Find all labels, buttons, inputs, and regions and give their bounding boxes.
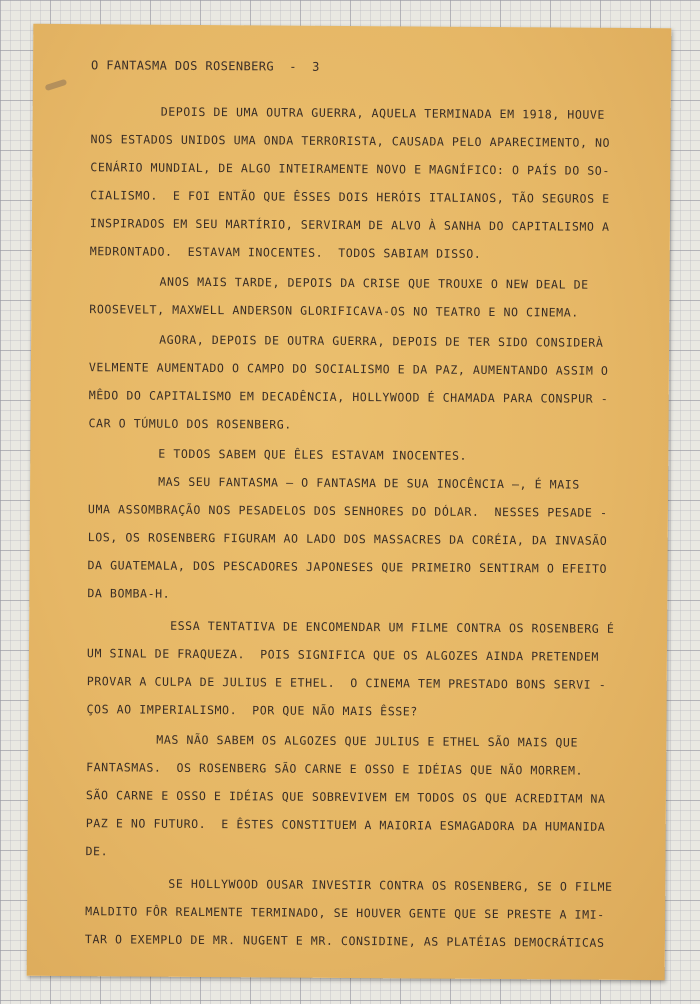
text-line: DA BOMBA-H.: [87, 586, 171, 601]
typewritten-page: [27, 24, 672, 980]
text-line: UMA ASSOMBRAÇÃO NOS PESADELOS DOS SENHORES DO DÓLAR. NESSES PESADE -: [87, 502, 608, 520]
text-line: SÃO CARNE E OSSO E IDÉIAS QUE SOBREVIVEM EM TODOS OS QUE ACREDITAM NA: [85, 788, 606, 806]
text-line: LOS, OS ROSENBERG FIGURAM AO LADO DOS MASSACRES DA CORÉIA, DA INVASÃO: [87, 530, 608, 548]
text-line: TAR O EXEMPLO DE MR. NUGENT E MR. CONSIDINE, AS PLATÉIAS DEMOCRÁTICAS: [84, 932, 605, 950]
text-line: SE HOLLYWOOD OUSAR INVESTIR CONTRA OS ROSENBERG, SE O FILME: [168, 876, 613, 894]
text-line: E TODOS SABEM QUE ÊLES ESTAVAM INOCENTES.: [158, 446, 468, 463]
paper-tear-mark: [45, 79, 68, 91]
text-line: DE.: [85, 844, 109, 859]
text-line: DEPOIS DE UMA OUTRA GUERRA, AQUELA TERMINADA EM 1918, HOUVE: [160, 104, 606, 122]
text-line: CENÁRIO MUNDIAL, DE ALGO INTEIRAMENTE NOVO E MAGNÍFICO: O PAÍS DO SO-: [90, 160, 610, 178]
text-line: UM SINAL DE FRAQUEZA. POIS SIGNIFICA QUE OS ALGOZES AINDA PRETENDEM: [86, 646, 600, 664]
text-line: MAS SEU FANTASMA — O FANTASMA DE SUA INOCÊNCIA —, É MAIS: [158, 474, 580, 492]
text-line: AGORA, DEPOIS DE OUTRA GUERRA, DEPOIS DE TER SIDO CONSIDERÀ: [159, 332, 604, 350]
text-line: NOS ESTADOS UNIDOS UMA ONDA TERRORISTA, CAUSADA PELO APARECIMENTO, NO: [90, 132, 611, 150]
text-line: DA GUATEMALA, DOS PESCADORES JAPONESES QUE PRIMEIRO SENTIRAM O EFEITO: [87, 558, 608, 576]
text-line: MALDITO FÔR REALMENTE TERMINADO, SE HOUVER GENTE QUE SE PRESTE A IMI-: [85, 904, 605, 922]
text-line: CIALISMO. E FOI ENTÃO QUE ÊSSES DOIS HERÓIS ITALIANOS, TÃO SEGUROS E: [90, 188, 610, 206]
text-line: ANOS MAIS TARDE, DEPOIS DA CRISE QUE TROUXE O NEW DEAL DE: [159, 274, 589, 292]
text-line: ÇOS AO IMPERIALISMO. POR QUE NÃO MAIS ÊSSE?: [86, 702, 418, 719]
text-line: PAZ E NO FUTURO. E ÊSTES CONSTITUEM A MAIORIA ESMAGADORA DA HUMANIDA: [85, 816, 606, 834]
text-line: MEDRONTADO. ESTAVAM INOCENTES. TODOS SABIAM DISSO.: [89, 244, 482, 261]
text-line: ESSA TENTATIVA DE ENCOMENDAR UM FILME CONTRA OS ROSENBERG É: [170, 618, 615, 636]
text-line: INSPIRADOS EM SEU MARTÍRIO, SERVIRAM DE ALVO À SANHA DO CAPITALISMO A: [89, 216, 610, 234]
text-line: CAR O TÚMULO DOS ROSENBERG.: [88, 416, 292, 432]
text-line: MAS NÃO SABEM OS ALGOZES QUE JULIUS E ETHEL SÃO MAIS QUE: [156, 732, 579, 750]
page-header: O FANTASMA DOS ROSENBERG - 3: [90, 58, 320, 74]
text-line: FANTASMAS. OS ROSENBERG SÃO CARNE E OSSO E IDÉIAS QUE NÃO MORREM.: [86, 760, 584, 778]
text-line: MÊDO DO CAPITALISMO EM DECADÊNCIA, HOLLYWOOD É CHAMADA PARA CONSPUR -: [88, 388, 609, 406]
text-line: PROVAR A CULPA DE JULIUS E ETHEL. O CINEMA TEM PRESTADO BONS SERVI -: [86, 674, 607, 692]
text-line: VELMENTE AUMENTADO O CAMPO DO SOCIALISMO E DA PAZ, AUMENTANDO ASSIM O: [88, 360, 609, 378]
text-line: ROOSEVELT, MAXWELL ANDERSON GLORIFICAVA-OS NO TEATRO E NO CINEMA.: [89, 302, 579, 320]
